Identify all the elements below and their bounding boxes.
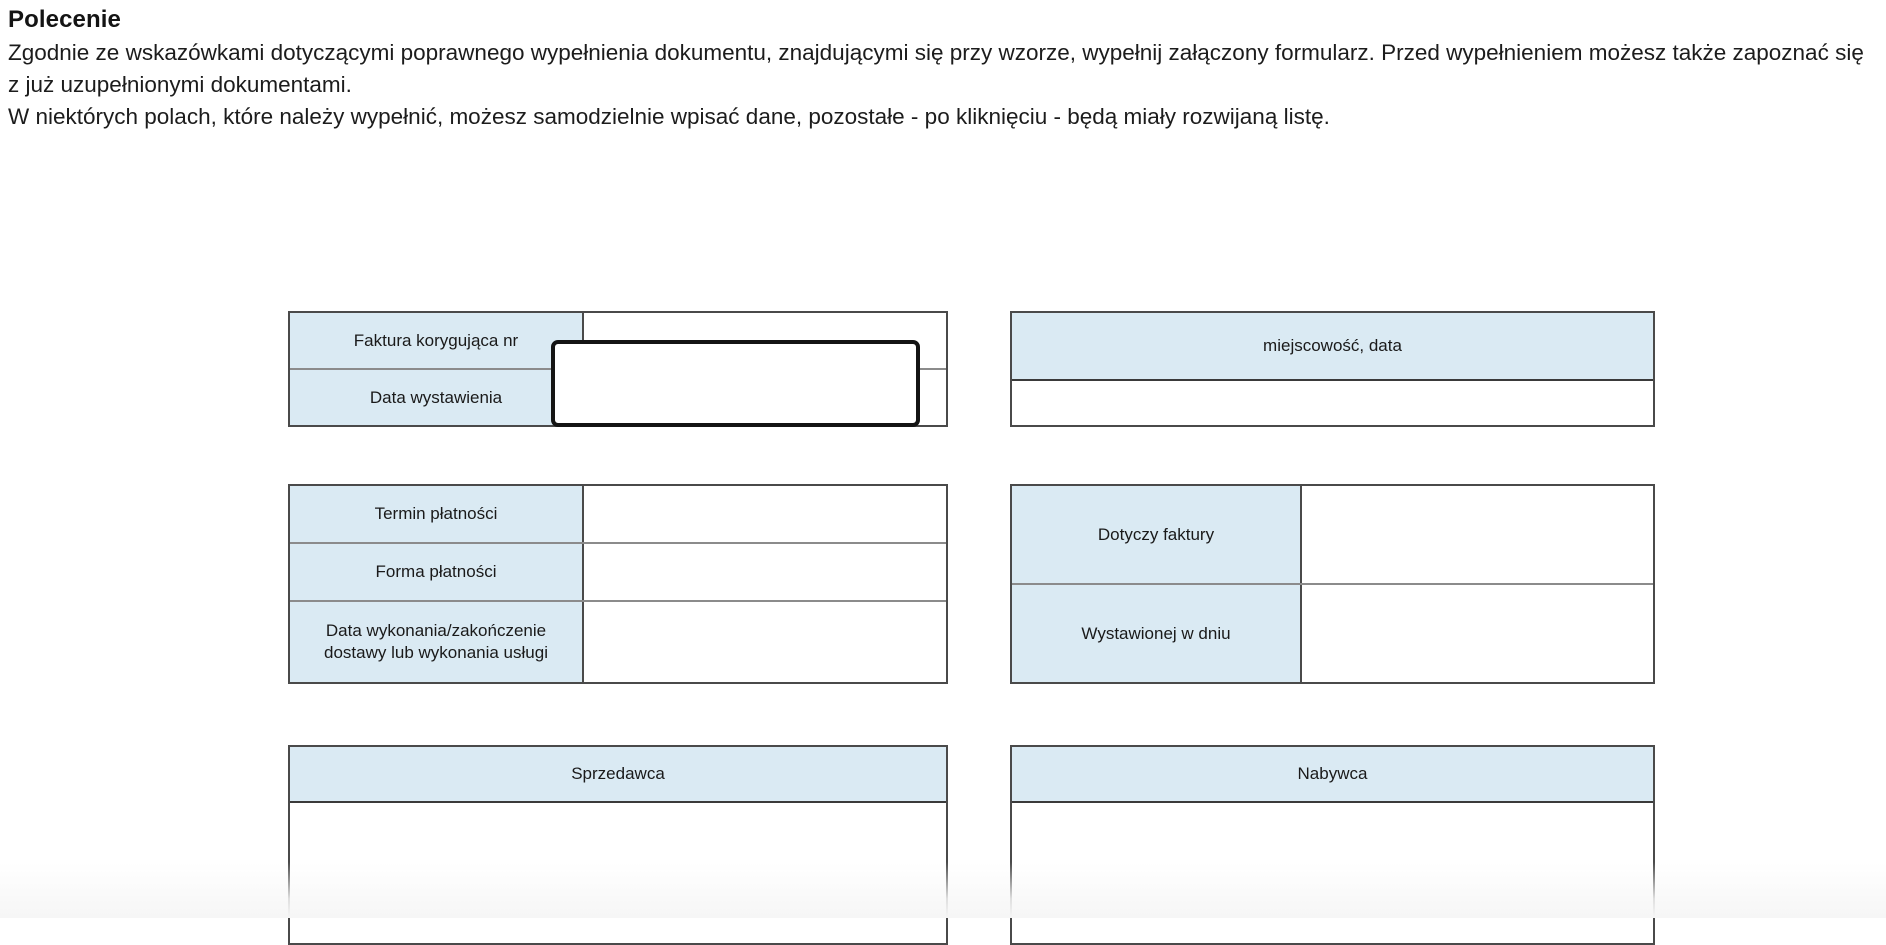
reference-invoice-table [1010, 484, 1655, 684]
table-row [1012, 486, 1653, 585]
table-row [290, 803, 946, 943]
label-nabywca: Nabywca [1012, 747, 1653, 801]
table-row [1012, 313, 1653, 381]
table-row [1012, 747, 1653, 803]
field-nabywca[interactable] [1012, 803, 1653, 943]
field-data-wykonania[interactable] [584, 602, 946, 682]
label-miejscowosc-data: miejscowość, data [1012, 313, 1653, 379]
focused-input-overlay[interactable] [551, 340, 920, 427]
instructions-paragraph-2: W niektórych polach, które należy wypełnić, możesz samodzielnie wpisać dane, pozostałe - po kliknięciu - będą miały rozwijaną listę. [8, 104, 1330, 130]
table-row [290, 602, 946, 682]
label-termin-platnosci: Termin płatności [290, 486, 584, 542]
page-title: Polecenie [8, 6, 121, 33]
field-miejscowosc-data[interactable] [1012, 381, 1653, 425]
label-dotyczy-faktury: Dotyczy faktury [1012, 486, 1302, 583]
place-date-table [1010, 311, 1655, 427]
field-wystawionej-w-dniu[interactable] [1302, 585, 1653, 682]
field-termin-platnosci[interactable] [584, 486, 946, 542]
table-row [290, 747, 946, 803]
table-row [1012, 585, 1653, 682]
label-data-wykonania: Data wykonania/zakończenie dostawy lub wykonania usługi [290, 602, 584, 682]
buyer-table [1010, 745, 1655, 945]
table-row [290, 486, 946, 544]
label-forma-platnosci: Forma płatności [290, 544, 584, 600]
label-data-wystawienia: Data wystawienia [290, 370, 584, 425]
table-row [290, 544, 946, 602]
label-wystawionej-w-dniu: Wystawionej w dniu [1012, 585, 1302, 682]
instructions-paragraph-1: Zgodnie ze wskazówkami dotyczącymi poprawnego wypełnienia dokumentu, znajdującymi się przy wzorze, wypełnij załączony formularz. Przed wypełnieniem możesz także zapoznać się z już uzupełnionymi dokumentami. [8, 40, 1864, 98]
table-row [1012, 381, 1653, 425]
seller-table [288, 745, 948, 945]
payment-terms-table [288, 484, 948, 684]
label-sprzedawca: Sprzedawca [290, 747, 946, 801]
field-forma-platnosci[interactable] [584, 544, 946, 600]
field-sprzedawca[interactable] [290, 803, 946, 943]
table-row [1012, 803, 1653, 943]
field-dotyczy-faktury[interactable] [1302, 486, 1653, 583]
label-faktura-korygujaca-nr: Faktura korygująca nr [290, 313, 584, 368]
